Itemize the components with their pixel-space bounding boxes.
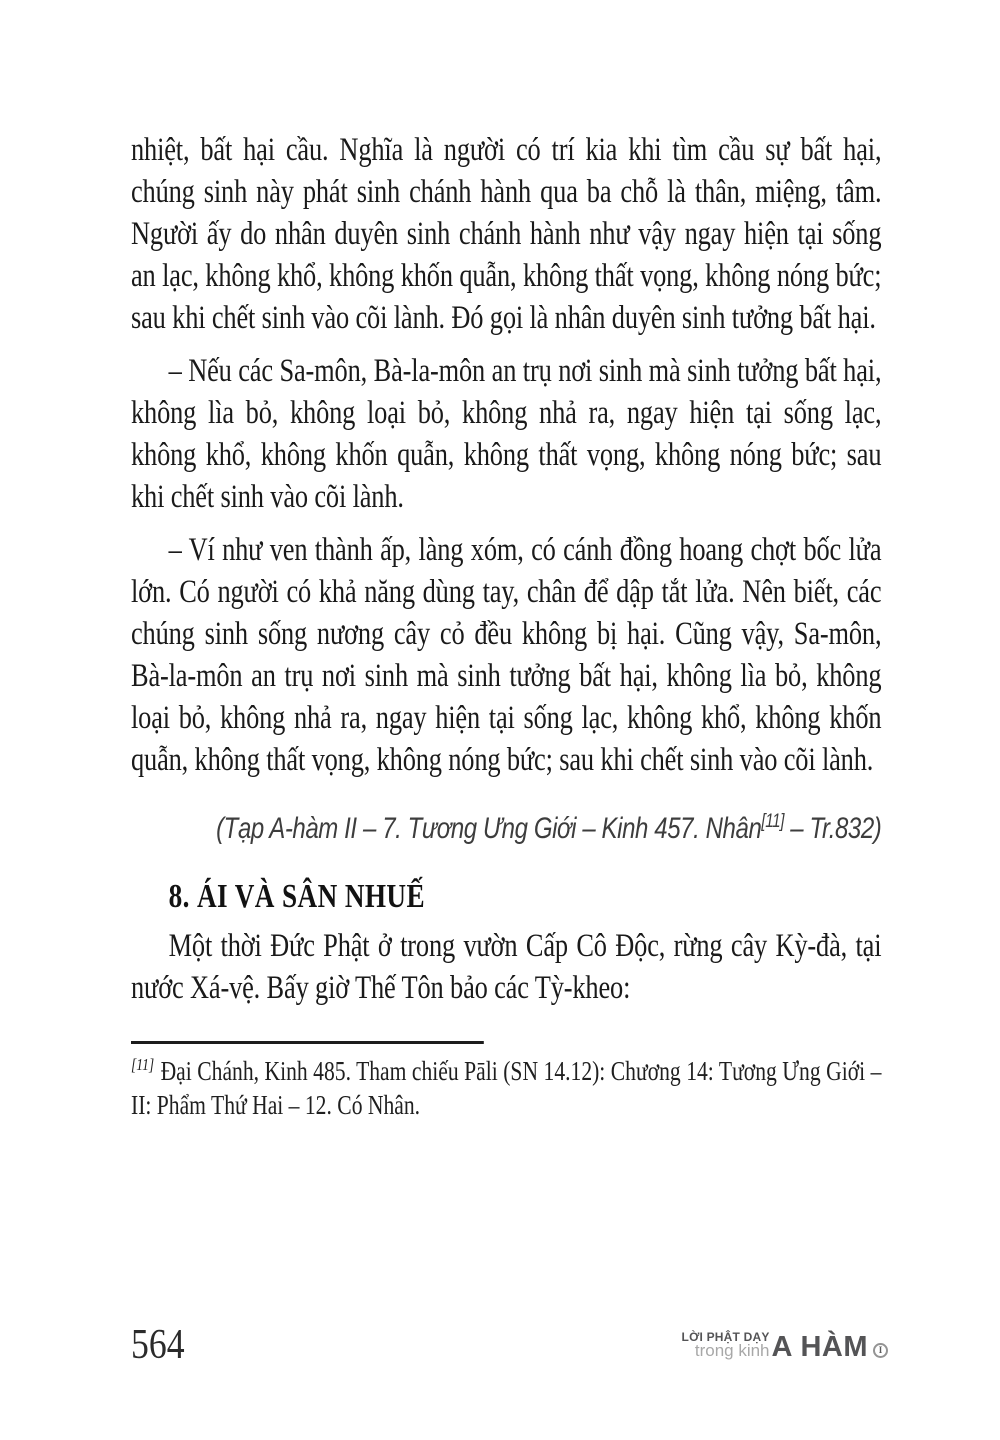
footnote-marker: [11]: [131, 1055, 155, 1074]
citation-page: – Tr.832): [784, 812, 882, 845]
footnote-reference: [11]: [761, 811, 785, 832]
book-logo: [682, 1331, 888, 1361]
paragraph: – Ví như ven thành ấp, làng xóm, có cánh đồng hoang chợt bốc lửa lớn. Có người có khả năng dùng tay, chân để dập tắt lửa. Nên biết, các chúng sinh sống nương cây cỏ đều không bị hại. Cũng vậy, Sa-môn, Bà-la-môn an trụ nơi sinh mà sinh tưởng bất hại, không lìa bỏ, không loại bỏ, không nhả ra, ngay hiện tại sống lạc, không khổ, không khốn quẫn, không thất vọng, không nóng bức; sau khi chết sinh vào cõi lành.: [131, 532, 882, 778]
section-heading: 8. ÁI VÀ SÂN NHUẾ: [168, 878, 426, 915]
footnote-text: Đại Chánh, Kinh 485. Tham chiếu Pāli (SN 14.12): Chương 14: Tương Ưng Giới – II: Phẩm Thứ Hai – 12. Có Nhân.: [131, 1056, 882, 1120]
text-column: [131, 129, 881, 1122]
volume-number: I: [878, 1345, 883, 1355]
logo-title: A HÀM: [771, 1331, 868, 1363]
logo-tagline-top: LỜI PHẬT DẠY: [681, 1330, 770, 1344]
paragraph: – Nếu các Sa-môn, Bà-la-môn an trụ nơi sinh mà sinh tưởng bất hại, không lìa bỏ, không loại bỏ, không nhả ra, ngay hiện tại sống lạc, không khổ, không khốn quẫn, không thất vọng, không nóng bức; sau khi chết sinh vào cõi lành.: [131, 353, 882, 515]
page-number: 564: [131, 1322, 185, 1368]
paragraph: Một thời Đức Phật ở trong vườn Cấp Cô Độc, rừng cây Kỳ-đà, tại nước Xá-vệ. Bấy giờ Thế Tôn bảo các Tỳ-kheo:: [131, 928, 882, 1006]
footnote: [131, 1054, 881, 1122]
citation-text: (Tạp A-hàm II – 7. Tương Ưng Giới – Kinh 457. Nhân: [216, 812, 762, 845]
logo-tagline: [682, 1331, 770, 1361]
volume-badge-icon: [873, 1343, 888, 1358]
footnote-divider: [131, 1041, 484, 1044]
paragraph-continuation: nhiệt, bất hại cầu. Nghĩa là người có trí kia khi tìm cầu sự bất hại, chúng sinh này phát sinh chánh hành qua ba chỗ là thân, miệng, tâm. Người ấy do nhân duyên sinh chánh hành như vậy ngay hiện tại sống an lạc, không khổ, không khốn quẫn, không thất vọng, không nóng bức; sau khi chết sinh vào cõi lành. Đó gọi là nhân duyên sinh tưởng bất hại.: [131, 132, 882, 336]
logo-tagline-bottom: trong kinh: [694, 1341, 770, 1360]
source-citation: [131, 809, 881, 849]
